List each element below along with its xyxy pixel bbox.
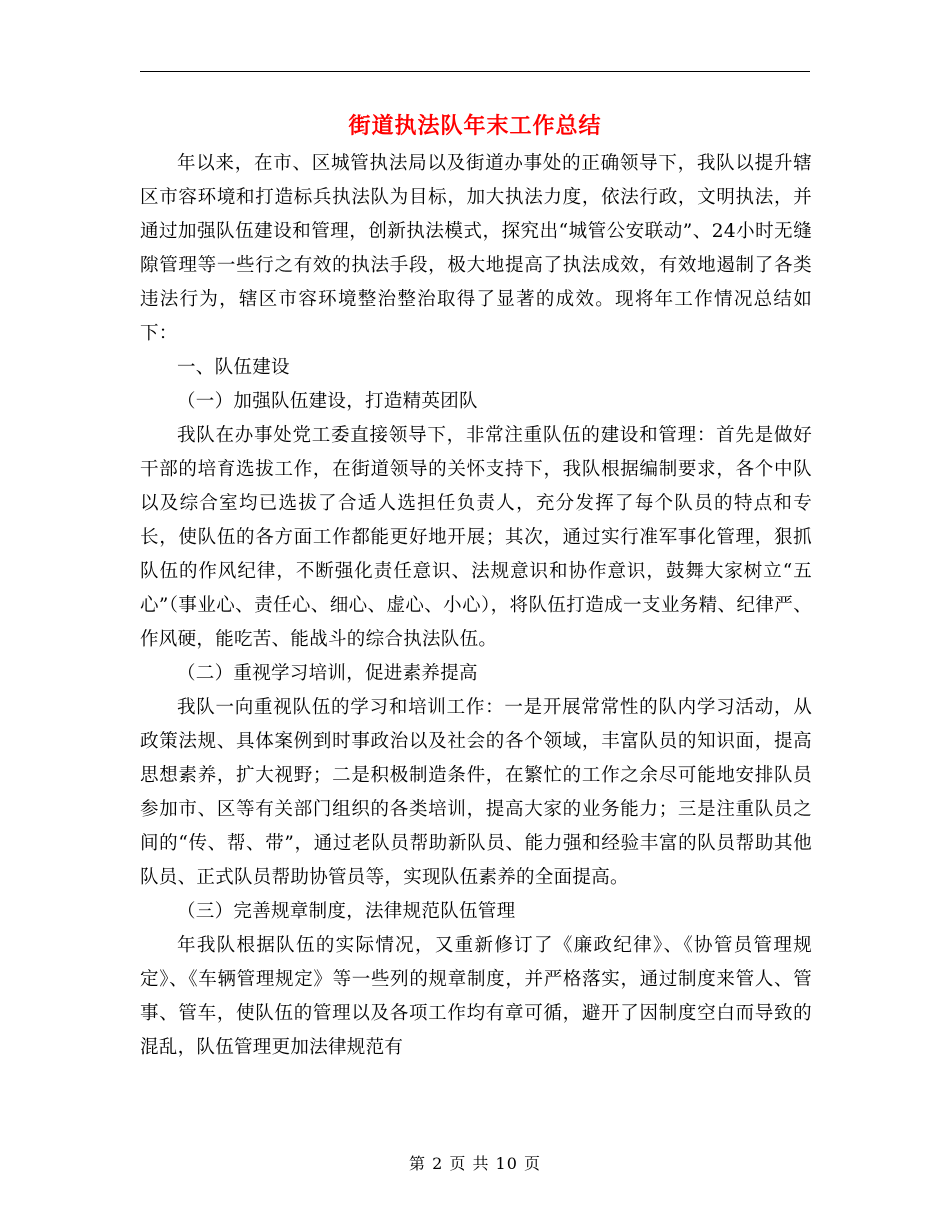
section-heading-team-building: 一、队伍建设 bbox=[177, 357, 290, 378]
body-paragraph-1: 我队在办事处党工委直接领导下，非常注重队伍的建设和管理：首先是做好干部的培育选拔工作，在街道领导的关怀支持下，我队根据编制要求，各个中队以及综合室均已选拔了合适人选担任负责人，充分发挥了每个队员的特点和专长，使队伍的各方面工作都能更好地开展；其次，通过实行准军事化管理，狠抓队伍的作风纪律，不断强化责任意识、法规意识和协作意识，鼓舞大家树立“五心”（事业心、责任心、细心、虚心、小心），将队伍打造成一支业务精、纪律严、作风硬，能吃苦、能战斗的综合执法队伍。 bbox=[140, 425, 812, 650]
body-paragraph-2: 我队一向重视队伍的学习和培训工作：一是开展常常性的队内学习活动，从政策法规、具体案例到时事政治以及社会的各个领域，丰富队员的知识面，提高思想素养，扩大视野；二是积极制造条件，在繁忙的工作之余尽可能地安排队员参加市、区等有关部门组织的各类培训，提高大家的业务能力；三是注重队员之间的“传、帮、带”，通过老队员帮助新队员、能力强和经验丰富的队员帮助其他队员、正式队员帮助协管员等，实现队伍素养的全面提高。 bbox=[140, 697, 812, 888]
subsection-heading-3: （三）完善规章制度，法律规范队伍管理 bbox=[177, 901, 516, 922]
document-body bbox=[140, 147, 812, 1065]
header-rule bbox=[140, 71, 810, 72]
subsection-heading-1: （一）加强队伍建设，打造精英团队 bbox=[177, 391, 478, 412]
page-number-footer: 第 2 页 共 10 页 bbox=[409, 1154, 541, 1173]
intro-paragraph: 年以来，在市、区城管执法局以及街道办事处的正确领导下，我队以提升辖区市容环境和打造标兵执法队为目标，加大执法力度，依法行政，文明执法，并通过加强队伍建设和管理，创新执法模式，探究出“城管公安联动”、24小时无缝隙管理等一些行之有效的执法手段，极大地提高了执法成效，有效地遏制了各类违法行为，辖区市容环境整治整治取得了显著的成效。现将年工作情况总结如下： bbox=[140, 153, 812, 344]
subsection-heading-2: （二）重视学习培训，促进素养提高 bbox=[177, 663, 478, 684]
document-title: 街道执法队年末工作总结 bbox=[348, 113, 602, 139]
body-paragraph-3: 年我队根据队伍的实际情况，又重新修订了《廉政纪律》、《协管员管理规定》、《车辆管理规定》等一些列的规章制度，并严格落实，通过制度来管人、管事、管车，使队伍的管理以及各项工作均有章可循，避开了因制度空白而导致的混乱，队伍管理更加法律规范有 bbox=[140, 935, 812, 1058]
